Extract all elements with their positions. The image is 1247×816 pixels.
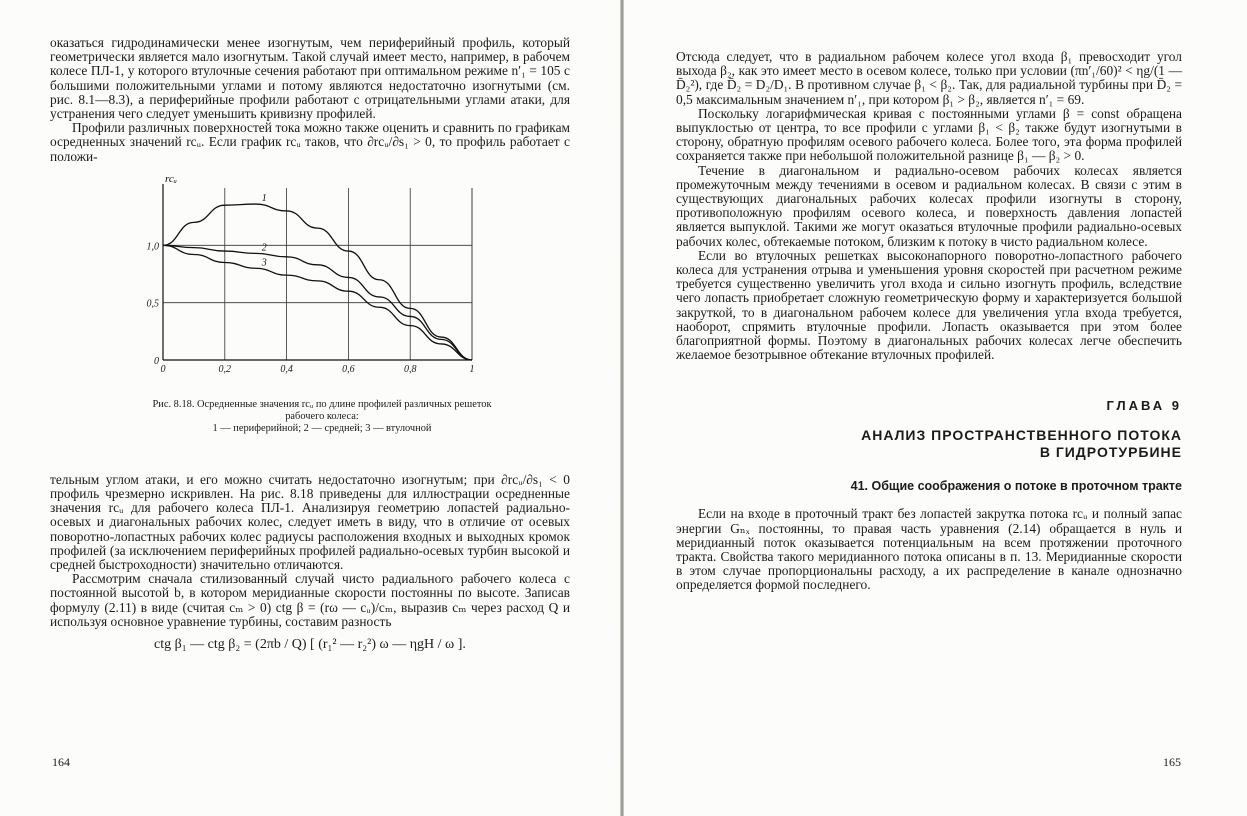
equation-ctg: ctg β₁ — ctg β₂ = (2πb / Q) [ (r₁² — r₂²) ω — ηgH / ω ]. <box>154 637 466 653</box>
chart-tick-labels <box>147 173 475 375</box>
right-paragraph-5: Если на входе в проточный тракт без лопастей закрутка потока rcᵤ и полный запас энергии Gₙₓ постоянны, то правая часть уравнения (2.14) обращается в нуль и меридианный поток оказывается потенциальным на всем протяжении проточного тракта. Свойства такого меридианного потока описаны в п. 13. Меридианные скорости в этом случае пропорциональны расходу, а их распределение в канале однозначно определяется формой последнего. <box>676 506 1182 593</box>
chart-series <box>163 204 472 360</box>
x-tick-label: 1 <box>469 363 475 375</box>
y-tick-label: 1,0 <box>146 241 159 253</box>
page-number-left: 164 <box>52 755 70 769</box>
figure-caption <box>142 399 502 435</box>
left-paragraph-1: оказаться гидродинамически менее изогнутым, чем периферийный профиль, который геометрически является мало изогнутым. Такой случай имеет место, например, в рабочем колесе ПЛ-1, у которого втулочные сечения работают при оптимальном режиме n′₁ = 105 с большими положительными углами и потому являются недостаточно изогнутыми (см. рис. 8.1—8.3), а периферийные профили работают с отрицательными углами атаки, для устранения чего следует уменьшить кривизну профилей. <box>50 35 570 122</box>
section-title: 41. Общие соображения о потоке в проточном тракте <box>850 479 1182 494</box>
right-paragraph-1: Отсюда следует, что в радиальном рабочем колесе угол входа β₁ превосходит угол выхода β₂, как это имеет место в осевом колесе, только при условии (πn′₁/60)² < ηg/(1 — D̄₂²), где D̄₂ = D₂/D₁. В противном случае β₁ < β₂. Так, для радиальной турбины при D̄₂ = 0,5 максимальным значением n′₁, при котором β₁ > β₂, является n′₁ = 69. <box>676 49 1182 107</box>
series-label-3: 3 <box>261 257 267 269</box>
figure-8-18 <box>50 170 570 435</box>
right-paragraph-4: Если во втулочных решетках высоконапорного поворотно-лопастного рабочего колеса для устранения отрыва и уменьшения уровня скоростей при расчетном режиме требуется существенно увеличить угол входа и сильно изогнуть профиль, вследствие чего лопасть приобретает сложную геометрическую форму и характеризуется большой закруткой, то в диагональном рабочем колесе для увеличения угла входа требуется, наоборот, спрямить втулочные профили. Лопасть оказывается при этом более благоприятной формы. Поэтому в диагональных рабочих колесах легче обеспечить желаемое безотрывное обтекание втулочных профилей. <box>676 247 1182 363</box>
series-label-2: 2 <box>261 242 267 254</box>
right-page <box>676 50 1182 593</box>
left-paragraph-3: тельным углом атаки, и его можно считать недостаточно изогнутым; при ∂rcᵤ/∂s₁ < 0 профиль чрезмерно искривлен. На рис. 8.18 приведены для иллюстрации осредненные значения rcᵤ для рабочего колеса ПЛ-1. Анализируя геометрию лопастей радиально-осевых и диагональных рабочих колес, следует иметь в виду, что в отличие от осевых поворотно-лопастных рабочих колес радиусы расположения входных и выходных кромок профилей (за исключением периферийных профилей радиально-осевых турбин высокой и средней быстроходности) значительно отличаются. <box>50 471 570 573</box>
chapter-title-line-2: В ГИДРОТУРБИНЕ <box>1039 444 1182 461</box>
series-label-1: 1 <box>261 192 267 204</box>
y-axis-label: rcᵤ <box>165 172 177 185</box>
x-tick-label: 0 <box>160 363 166 375</box>
y-tick-label: 0,5 <box>146 298 159 310</box>
figure-caption-legend: 1 — периферийной; 2 — средней; 3 — втулочной <box>212 422 432 434</box>
x-tick-label: 0,6 <box>342 363 355 375</box>
book-gutter <box>620 0 624 816</box>
y-tick-label: 0 <box>154 355 159 367</box>
x-tick-label: 0,4 <box>280 363 293 375</box>
chart-axes <box>163 184 472 360</box>
x-tick-label: 0,8 <box>403 363 417 375</box>
chapter-title-line-1: АНАЛИЗ ПРОСТРАНСТВЕННОГО ПОТОКА <box>861 427 1182 444</box>
x-tick-label: 0,2 <box>218 363 232 375</box>
right-paragraph-3: Течение в диагональном и радиально-осевом рабочих колесах является промежуточным между течениями в осевом и радиальном колесах. В связи с этим в существующих диагональных рабочих колесах профили изогнуты в сторону, противоположную профилям осевого колеса, и поверхность давления лопастей является выпуклой. Такими же могут оказаться втулочные профили радиально-осевых рабочих колес, обтекаемые потоком, близким к потоку в чисто радиальном колесе. <box>676 162 1182 249</box>
chapter-label: ГЛАВА 9 <box>1106 398 1182 414</box>
figure-caption-title: Рис. 8.18. Осредненные значения rcᵤ по длине профилей различных решеток рабочего колеса: <box>152 398 492 422</box>
chapter-title <box>676 427 1182 461</box>
left-paragraph-2: Профили различных поверхностей тока можно также оценить и сравнить по графикам осредненных значений rcᵤ. Если график rcᵤ таков, что ∂rcᵤ/∂s₁ > 0, то профиль работает с положи- <box>50 120 570 164</box>
left-paragraph-4: Рассмотрим сначала стилизованный случай чисто радиального рабочего колеса с постоянной высотой b, в котором меридианные скорости постоянны по высоте. Записав формулу (2.11) в виде (считая cₘ > 0) ctg β = (rω — cᵤ)/cₘ, выразив cₘ через расход Q и используя основное уравнение турбины, составим разность <box>50 571 570 629</box>
left-page <box>50 36 570 653</box>
series-line-1 <box>163 204 472 360</box>
page-number-right: 165 <box>1163 755 1181 769</box>
right-paragraph-2: Поскольку логарифмическая кривая с постоянными углами β = const обращена выпуклостью от центра, то все профили с углами β₁ < β₂ также будут изогнутыми в сторону, обратную профилям осевого рабочего колеса. Более того, эта форма профилей сохраняется также при небольшой положительной разнице β₁ — β₂ > 0. <box>676 105 1182 164</box>
rcu-chart <box>50 170 570 388</box>
